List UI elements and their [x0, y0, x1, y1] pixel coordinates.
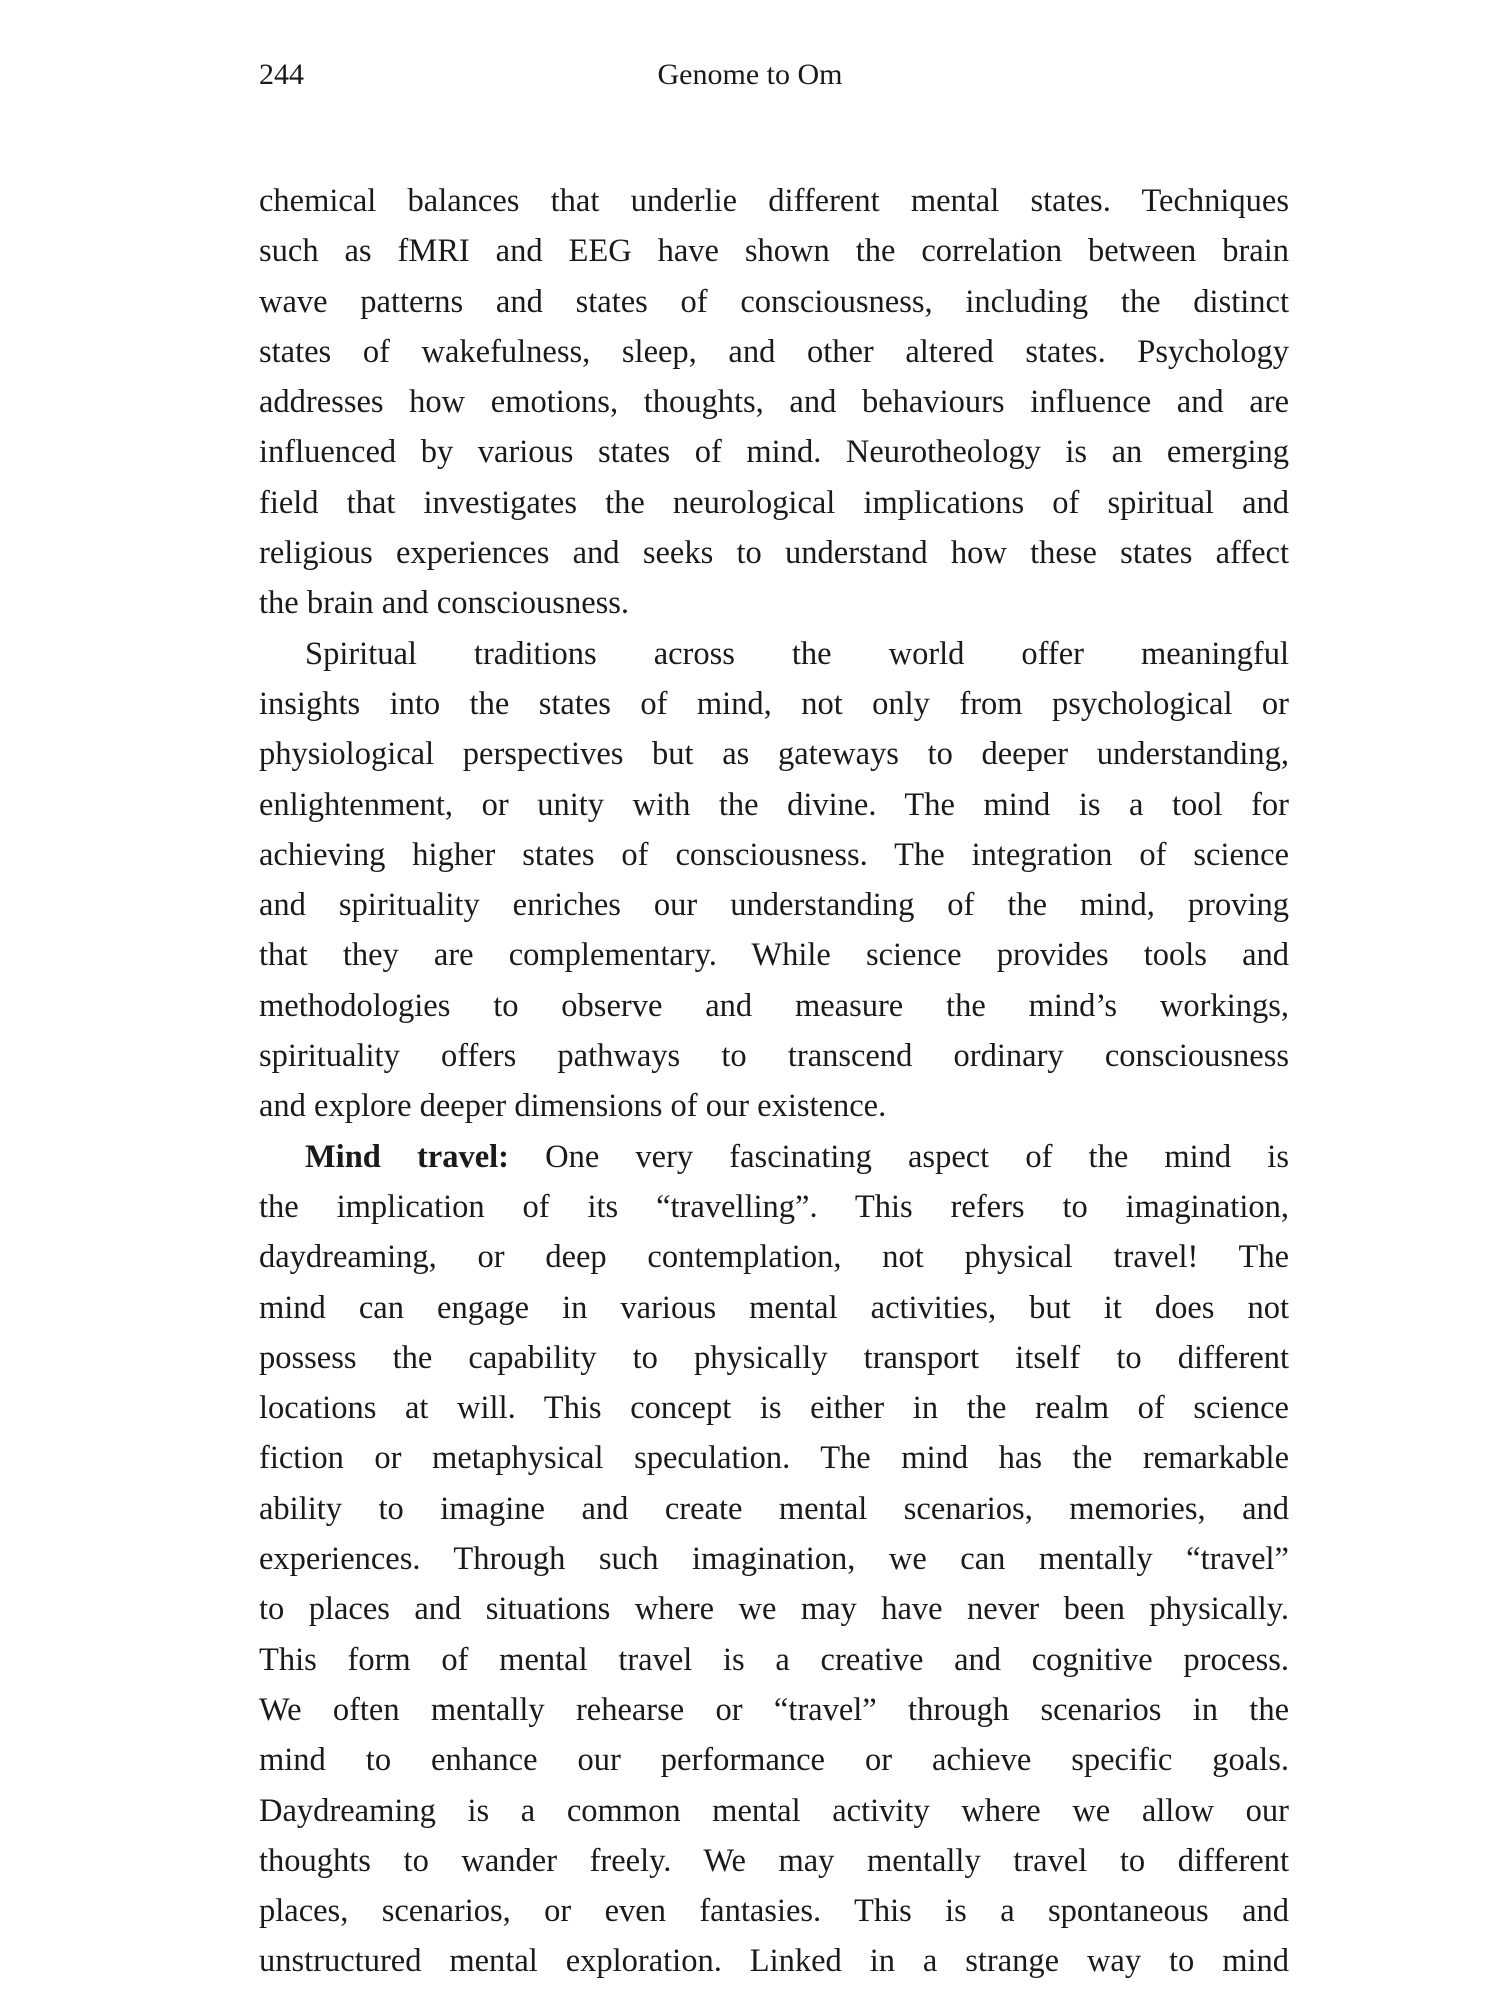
line-text: Daydreaming is a common mental activity where we allow our: [259, 1792, 1289, 1829]
line-text: chemical balances that underlie different mental states. Techniques: [259, 183, 1289, 219]
text-line: [259, 1936, 1289, 1986]
text-line: [259, 377, 1289, 427]
text-line: [259, 880, 1289, 930]
text-line: [259, 729, 1289, 779]
line-text: enlightenment, or unity with the divine. The mind is a tool for: [259, 786, 1289, 823]
text-line: [259, 780, 1289, 830]
line-text: religious experiences and seeks to understand how these states affect: [259, 535, 1289, 572]
line-text: places, scenarios, or even fantasies. This is a spontaneous and: [259, 1893, 1289, 1930]
text-line: [259, 1786, 1289, 1836]
text-line: [259, 629, 1289, 679]
text-line: [259, 277, 1289, 327]
line-text: experiences. Through such imagination, we can mentally “travel”: [259, 1541, 1289, 1578]
text-line: [259, 1182, 1289, 1232]
text-line: [259, 578, 1289, 628]
line-text: field that investigates the neurological implications of spiritual and: [259, 484, 1289, 521]
text-line: [259, 1132, 1289, 1182]
line-text: fiction or metaphysical speculation. The mind has the remarkable: [259, 1440, 1289, 1477]
text-line: [259, 327, 1289, 377]
line-text: possess the capability to physically transport itself to different: [259, 1339, 1289, 1376]
line-text: Spiritual traditions across the world offer meaningful: [305, 635, 1289, 672]
text-line: [259, 1735, 1289, 1785]
line-text: states of wakefulness, sleep, and other altered states. Psychology: [259, 333, 1289, 370]
line-text: ability to imagine and create mental scenarios, memories, and: [259, 1490, 1289, 1527]
line-text: We often mentally rehearse or “travel” through scenarios in the: [259, 1691, 1289, 1728]
text-line: [259, 1433, 1289, 1483]
line-text: such as fMRI and EEG have shown the correlation between brain: [259, 233, 1289, 270]
line-text: mind can engage in various mental activities, but it does not: [259, 1289, 1289, 1326]
line-text: One very fascinating aspect of the mind is: [509, 1138, 1289, 1175]
line-text: that they are complementary. While science provides tools and: [259, 937, 1289, 974]
line-text: wave patterns and states of consciousness, including the distinct: [259, 283, 1289, 320]
body-text: [259, 176, 1289, 1987]
text-line: [259, 528, 1289, 578]
text-line: [259, 478, 1289, 528]
line-text: addresses how emotions, thoughts, and behaviours influence and are: [259, 384, 1289, 421]
text-line: [259, 981, 1289, 1031]
text-line: [259, 1333, 1289, 1383]
text-line: [259, 1534, 1289, 1584]
text-line: [259, 1886, 1289, 1936]
line-text: daydreaming, or deep contemplation, not physical travel! The: [259, 1239, 1289, 1276]
line-text: physiological perspectives but as gateways to deeper understanding,: [259, 736, 1289, 773]
text-line: [259, 1081, 1289, 1131]
text-line: [259, 1283, 1289, 1333]
line-text: and spirituality enriches our understanding of the mind, proving: [259, 887, 1289, 924]
text-line: [259, 1484, 1289, 1534]
text-line: [259, 176, 1289, 226]
line-text: mind to enhance our performance or achieve specific goals.: [259, 1742, 1289, 1779]
text-line: [259, 1232, 1289, 1282]
text-line: [259, 930, 1289, 980]
section-label: Mind travel:: [305, 1138, 510, 1175]
running-head: Genome to Om: [657, 58, 843, 91]
line-text: achieving higher states of consciousness. The integration of science: [259, 836, 1289, 873]
line-text: the implication of its “travelling”. This refers to imagination,: [259, 1188, 1289, 1225]
line-text: insights into the states of mind, not only from psychological or: [259, 685, 1289, 722]
line-text: the brain and consciousness.: [259, 585, 630, 622]
text-line: [259, 830, 1289, 880]
text-line: [259, 679, 1289, 729]
line-text: and explore deeper dimensions of our existence.: [259, 1088, 887, 1125]
line-text: locations at will. This concept is either in the realm of science: [259, 1390, 1289, 1427]
text-line: [259, 1836, 1289, 1886]
line-text: This form of mental travel is a creative and cognitive process.: [259, 1641, 1289, 1678]
line-text: to places and situations where we may have never been physically.: [259, 1591, 1289, 1628]
text-line: [259, 1685, 1289, 1735]
text-line: [259, 1031, 1289, 1081]
line-text: thoughts to wander freely. We may mentally travel to different: [259, 1842, 1289, 1879]
text-line: [259, 226, 1289, 276]
page-number: 244: [259, 58, 304, 91]
text-line: [259, 1635, 1289, 1685]
text-line: [259, 1383, 1289, 1433]
line-text: spirituality offers pathways to transcend ordinary consciousness: [259, 1038, 1289, 1075]
text-line: [259, 1584, 1289, 1634]
line-text: influenced by various states of mind. Neurotheology is an emerging: [259, 434, 1289, 471]
line-text: unstructured mental exploration. Linked in a strange way to mind: [259, 1943, 1289, 1980]
line-text: methodologies to observe and measure the mind’s workings,: [259, 987, 1289, 1024]
text-line: [259, 427, 1289, 477]
